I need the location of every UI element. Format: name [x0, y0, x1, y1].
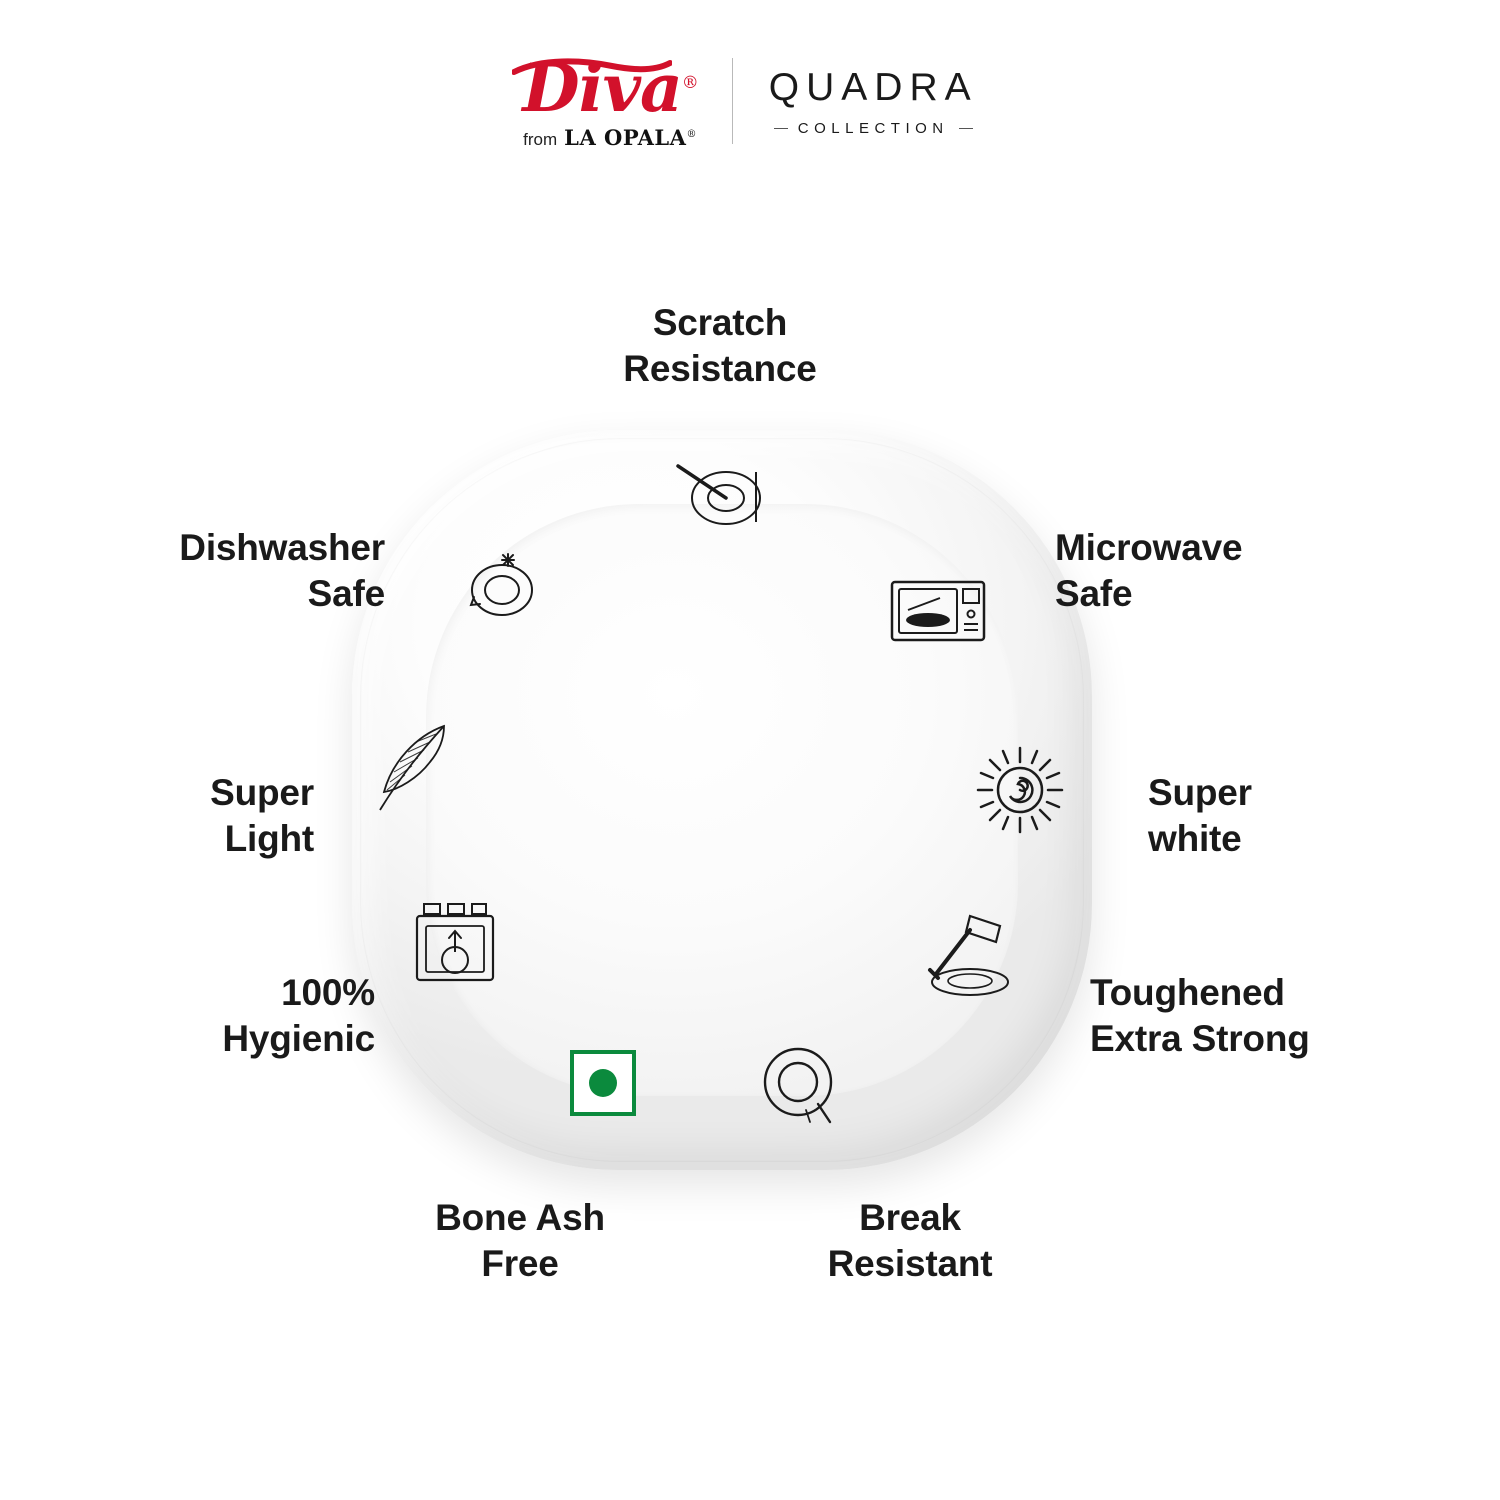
- feature-label-bone-ash-free: Bone Ash Free: [435, 1197, 605, 1284]
- diva-swoosh-icon: [512, 58, 672, 78]
- collection-subtitle: COLLECTION: [797, 119, 949, 137]
- feature-label-toughened: Toughened Extra Strong: [1090, 972, 1310, 1059]
- feature-label-break-resistant: Break Resistant: [827, 1197, 993, 1284]
- la-opala-wordmark: [564, 125, 697, 150]
- diva-text: Diva: [522, 49, 682, 127]
- veg-mark-square: [570, 1050, 636, 1116]
- diva-logo: [522, 49, 731, 150]
- vegetarian-mark-icon: [570, 1050, 636, 1116]
- feature-label-scratch-resistance: Scratch Resistance: [623, 302, 817, 389]
- diva-registered-mark: ®: [681, 73, 698, 93]
- feather-icon: [372, 720, 458, 816]
- brand-header: [0, 49, 1500, 150]
- hammer-plate-icon: [914, 908, 1018, 1000]
- from-la-opala: [523, 125, 697, 150]
- dishwasher-safe-icon: [462, 550, 542, 622]
- break-resistant-icon: [752, 1038, 848, 1128]
- veg-mark-dot: [589, 1069, 617, 1097]
- collection-logo: [733, 66, 978, 137]
- collection-subtitle-row: [774, 120, 973, 137]
- feature-label-dishwasher-safe: Dishwasher Safe: [179, 527, 385, 614]
- dash-right-icon: [959, 128, 973, 129]
- la-opala-registered-mark: ®: [686, 129, 697, 140]
- feature-label-microwave-safe: Microwave Safe: [1055, 527, 1243, 614]
- collection-name: QUADRA: [768, 65, 978, 109]
- microwave-icon: [890, 578, 986, 644]
- dash-left-icon: [774, 128, 788, 129]
- oven-hygiene-icon: [414, 900, 496, 984]
- scratch-disc-icon: [674, 460, 770, 532]
- la-opala-text: LA OPALA: [564, 125, 687, 150]
- feature-label-super-white: Super white: [1148, 772, 1252, 859]
- feature-label-super-light: Super Light: [210, 772, 314, 859]
- feature-label-hygienic: 100% Hygienic: [222, 972, 375, 1059]
- brand-wordmark: [522, 49, 698, 127]
- product-plate: [352, 430, 1092, 1170]
- sun-icon: [972, 742, 1068, 838]
- from-label: from: [523, 130, 558, 149]
